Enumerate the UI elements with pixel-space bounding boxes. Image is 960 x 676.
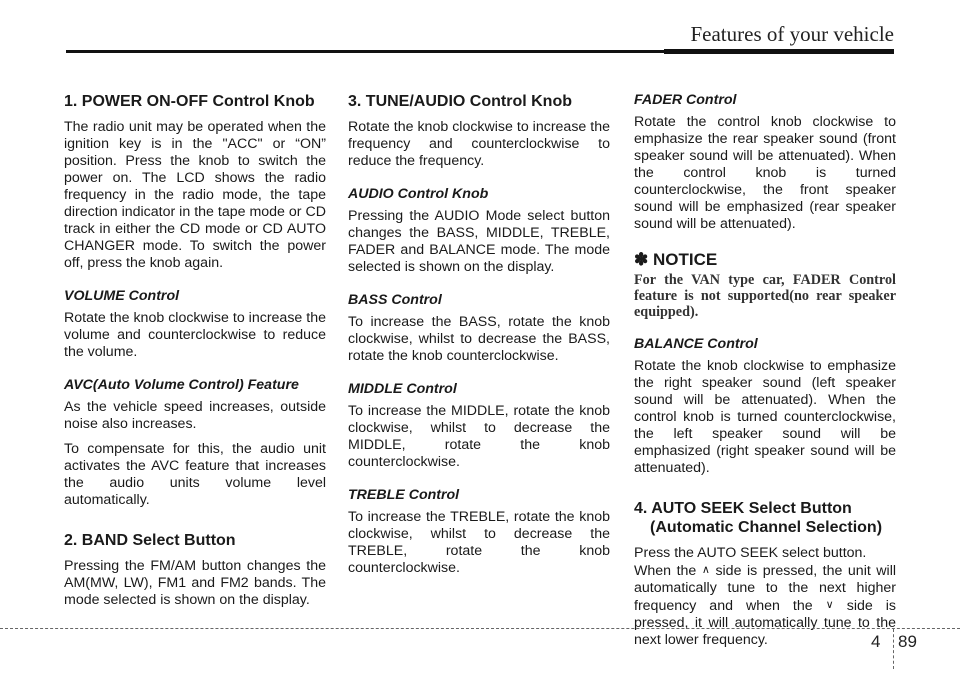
volume-text: Rotate the knob clockwise to increase the volume and counterclockwise to reduce the volume. [64,310,326,360]
audio-text: Pressing the AUDIO Mode select button changes the BASS, MIDDLE, TREBLE, FADER and BALANCE mode. The mode selected is shown on the display. [348,208,610,275]
column-3 [634,92,896,657]
page-number-divider [893,629,894,669]
bass-text: To increase the BASS, rotate the knob clockwise, whilst to decrease the BASS, rotate the knob counterclockwise. [348,314,610,364]
fader-title: FADER Control [634,92,737,108]
avc-text-2: To compensate for this, the audio unit activates the AVC feature that increases the audio units volume level automatically. [64,441,326,508]
bass-title: BASS Control [348,292,442,308]
page-number: 89 [898,632,917,651]
column-1 [64,92,326,617]
section-seek-title [634,499,896,537]
column-2 [348,92,610,585]
balance-text: Rotate the knob clockwise to emphasize the right speaker sound (left speaker sound will be attenuated). When the control knob is turned counterclockwise, the left speaker sound will be emphasized (right speaker sound will be attenuated). [634,358,896,476]
treble-title: TREBLE Control [348,487,460,503]
notice-label: NOTICE [652,250,718,269]
section-band-text: Pressing the FM/AM button changes the AM(MW, LW), FM1 and FM2 bands. The mode selected is shown on the display. [64,558,326,608]
avc-text-1: As the vehicle speed increases, outside noise also increases. [64,399,326,432]
notice-text: For the VAN type car, FADER Control feature is not supported(no rear speaker equipped). [634,272,896,320]
middle-text: To increase the MIDDLE, rotate the knob clockwise, whilst to decrease the MIDDLE, rotate the knob counterclockwise. [348,403,610,470]
audio-title: AUDIO Control Knob [348,186,489,202]
volume-title: VOLUME Control [64,288,180,304]
section-seek-text-1: Press the AUTO SEEK select button. [634,545,867,561]
notice-star-icon: ✽ [634,250,649,269]
section-power-text: The radio unit may be operated when the ignition key is in the "ACC" or “ON” position. Press the knob to switch the power on. The LCD shows the radio frequency in the radio mode, the tape direction indicator in the tape mode or CD track in either the CD mode or CD AUTO CHANGER mode. To switch the power off, press the knob again. [64,119,326,271]
middle-title: MIDDLE Control [348,381,457,397]
section-tune-text: Rotate the knob clockwise to increase the frequency and counterclockwise to reduce the frequency. [348,119,610,169]
page-header-title: Features of your vehicle [690,22,894,46]
section-band-title: 2. BAND Select Button [64,532,236,549]
section-power-title: 1. POWER ON-OFF Control Knob [64,93,315,110]
treble-text: To increase the TREBLE, rotate the knob clockwise, whilst to decrease the TREBLE, rotate the knob counterclockwise. [348,509,610,576]
section-seek-title-line1: 4. AUTO SEEK Select Button [634,500,852,517]
chevron-down-icon: ∨ [825,599,834,611]
avc-title: AVC(Auto Volume Control) Feature [64,377,299,393]
seek-text-b: side is pressed, the unit will automatically tune to the next higher frequency and when the [634,563,897,614]
section-seek-title-line2: (Automatic Channel Selection) [650,519,883,536]
chapter-number: 4 [871,632,881,651]
seek-text-c: side is pressed, it will automatically tune to the next lower frequency. [634,598,896,648]
seek-text-a: When the [634,563,697,579]
section-tune-title: 3. TUNE/AUDIO Control Knob [348,93,572,110]
section-seek-text-2 [634,562,896,649]
balance-title: BALANCE Control [634,336,758,352]
header-rule [66,50,894,53]
footer-rule [0,628,960,629]
chevron-up-icon: ∧ [701,564,710,576]
fader-text: Rotate the control knob clockwise to emphasize the rear speaker sound (front speaker sound will be attenuated). When the control knob is turned counterclockwise, the front speaker sound will be emphasized (rear speaker sound will be attenuated). [634,114,896,232]
notice-heading [634,251,896,268]
